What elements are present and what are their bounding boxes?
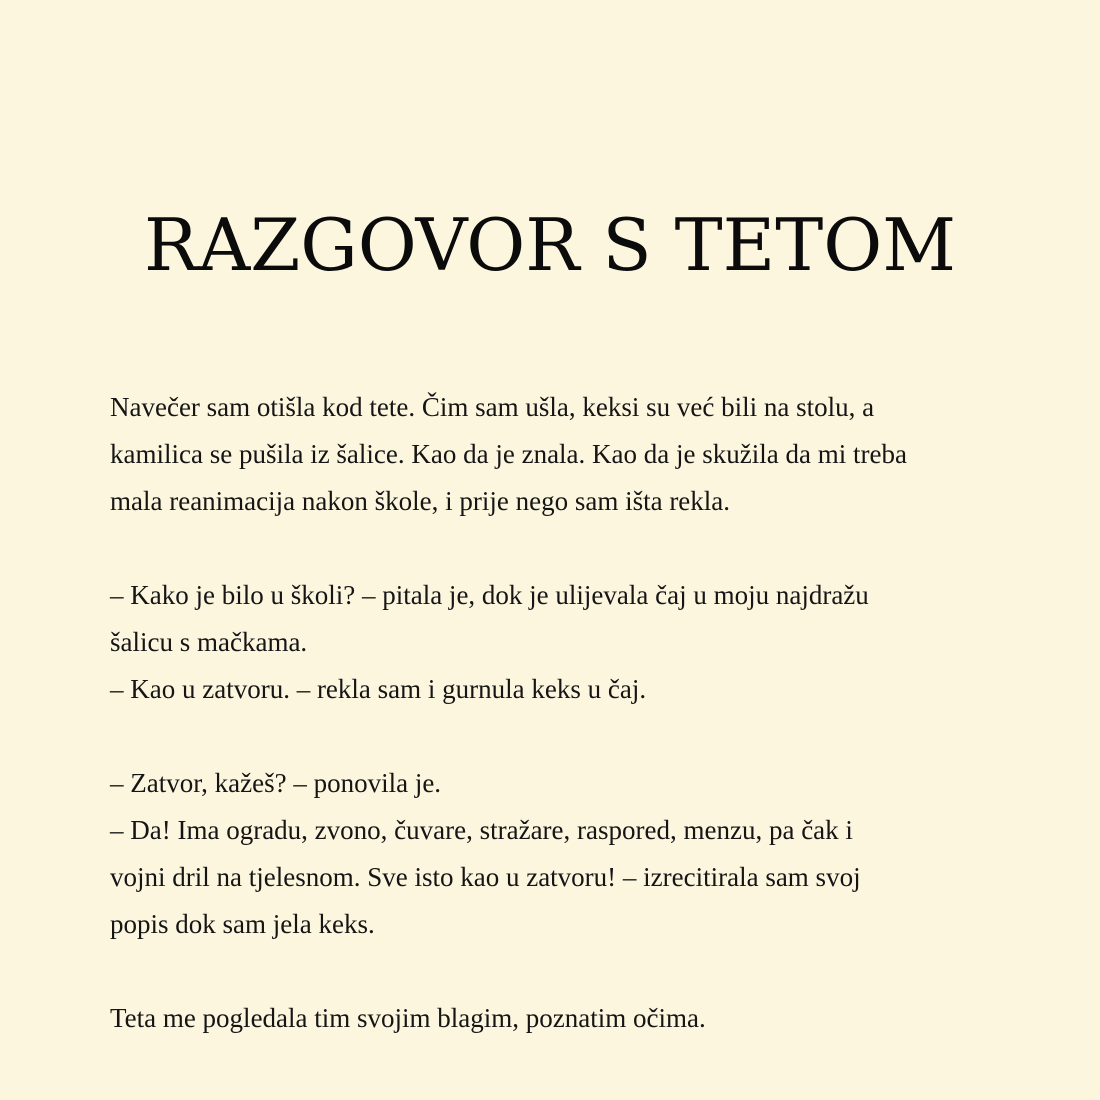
text-line: popis dok sam jela keks. (110, 909, 375, 939)
text-line: šalicu s mačkama. (110, 627, 308, 657)
text-line: – Kako je bilo u školi? – pitala je, dok je ulijevala čaj u moju najdražu (110, 580, 869, 610)
paragraph (110, 384, 1010, 525)
story-text (110, 384, 1010, 1042)
text-line: mala reanimacija nakon škole, i prije nego sam išta rekla. (110, 486, 731, 516)
paragraph-spacer (110, 525, 1010, 572)
paragraph-spacer (110, 948, 1010, 995)
paragraph (110, 572, 1010, 713)
paragraph-spacer (110, 713, 1010, 760)
paragraph (110, 995, 1010, 1042)
text-line: – Kao u zatvoru. – rekla sam i gurnula keks u čaj. (110, 674, 647, 704)
paragraph (110, 760, 1010, 948)
text-line: kamilica se pušila iz šalice. Kao da je znala. Kao da je skužila da mi treba (110, 439, 907, 469)
text-line: – Zatvor, kažeš? – ponovila je. (110, 768, 442, 798)
text-line: – Da! Ima ogradu, zvono, čuvare, stražare, raspored, menzu, pa čak i (110, 815, 853, 845)
text-line: Navečer sam otišla kod tete. Čim sam ušla, keksi su već bili na stolu, a (110, 392, 875, 422)
page-title: RAZGOVOR S TETOM (144, 203, 956, 287)
text-line: Teta me pogledala tim svojim blagim, poznatim očima. (110, 1003, 706, 1033)
text-line: vojni dril na tjelesnom. Sve isto kao u zatvoru! – izrecitirala sam svoj (110, 862, 861, 892)
